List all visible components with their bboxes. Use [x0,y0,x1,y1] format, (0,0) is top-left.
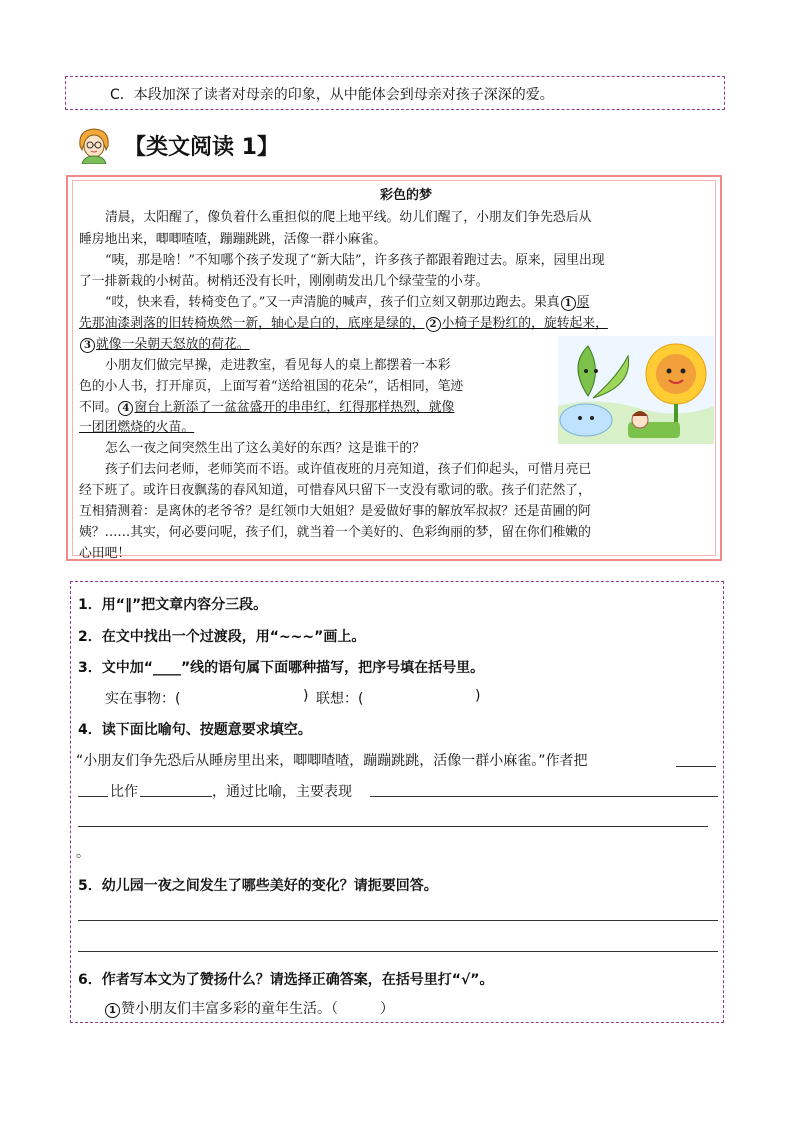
number-marker: 3 [80,338,95,353]
story-line: 清晨，太阳醒了，像负着什么重担似的爬上地平线。幼儿们醒了，小朋友们争先恐后从 [105,210,592,225]
sunflower-illustration [558,336,714,444]
q3-assoc-label: 联想：( [316,691,364,707]
answer-line[interactable] [140,796,212,797]
question-3: 3．文中加“____”线的语句属下面哪种描写，把序号填在括号里。 [78,660,485,676]
q4-end: 。 [76,845,90,861]
teacher-avatar-icon [74,124,116,164]
story-line: 色的小人书，打开扉页，上面写着“送给祖国的花朵”，话相同，笔迹 [79,379,464,394]
story-line: 心田吧！ [79,546,131,561]
story-line: 怎么一夜之间突然生出了这么美好的东西？这是谁干的？ [105,441,425,456]
number-marker: 4 [118,401,133,416]
story-line: 不同。 4 窗台上新添了一盆盆盛开的串串红，红得那样热烈，就像 [79,400,455,415]
number-marker: 2 [426,317,441,332]
story-line: 经下班了。或许日夜飘荡的春风知道，可惜春风只留下一支没有歌词的歌。孩子们茫然了， [79,483,591,498]
q3-assoc-close: ) [475,688,481,704]
question-4: 4．读下面比喻句、按题意要求填空。 [78,722,312,738]
option-number-marker: 1 [105,1003,120,1018]
q3-real-label: 实在事物：( [105,691,181,707]
question-1: 1．用“‖”把文章内容分三段。 [78,597,268,613]
option-c-text: C．本段加深了读者对母亲的印象，从中能体会到母亲对孩子深深的爱。 [110,87,554,103]
section-heading: 【类文阅读 1】 [124,135,279,160]
q3-real-close: ) [303,688,309,704]
story-line: 小朋友们做完早操，走进教室，看见每人的桌上都摆着一本彩 [105,358,451,373]
story-line: 一团团燃烧的火苗。 [79,420,195,435]
story-line: 3 就像一朵朝天怒放的荷花。 [79,333,250,353]
answer-line[interactable] [78,826,708,827]
answer-line[interactable] [78,796,108,797]
answer-line[interactable] [370,796,718,797]
answer-line[interactable] [78,951,718,952]
question-6: 6．作者写本文为了赞扬什么？请选择正确答案，在括号里打“√”。 [78,972,494,988]
story-line: “咦，那是啥！”不知哪个孩子发现了“新大陆”，许多孩子都跟着跑过去。原来，园里出现 [105,253,605,268]
question-5: 5．幼儿园一夜之间发生了哪些美好的变化？请扼要回答。 [78,878,438,894]
q6-option: 1 赞小朋友们丰富多彩的童年生活。（ ） [104,998,394,1018]
story-line: 睡房地出来，唧唧喳喳，蹦蹦跳跳，活像一群小麻雀。 [79,232,387,247]
q4-bi-label: 比作 [110,784,138,800]
story-line: 了一排新栽的小树苗。树梢还没有长叶，刚刚萌发出几个绿莹莹的小芽。 [79,274,489,289]
story-line: “哎，快来看，转椅变色了。”又一声清脆的喊声，孩子们立刻又朝那边跑去。果真 1 原 [105,295,590,310]
story-title: 彩色的梦 [380,188,433,203]
question-2: 2．在文中找出一个过渡段，用“~~~”画上。 [78,629,366,645]
q4-quote: “小朋友们争先恐后从睡房里出来，唧唧喳喳，蹦蹦跳跳，活像一群小麻雀。”作者把 [76,753,588,769]
story-line: 先那油漆剥落的旧转椅焕然一新，轴心是白的，底座是绿的， 2 小椅子是粉红的，旋转起来， [79,316,608,331]
questions-frame [70,581,724,1023]
story-line: 孩子们去问老师，老师笑而不语。或许值夜班的月亮知道，孩子们仰起头，可惜月亮已 [105,462,592,477]
story-line: 互相猜测着：是离休的老爷爷？是红领巾大姐姐？是爱做好事的解放军叔叔？还是苗圃的阿 [79,504,591,519]
q4-show-label: ，通过比喻，主要表现 [212,784,352,800]
number-marker: 1 [561,296,576,311]
story-line: 姨？……其实，何必要问呢，孩子们，就当着一个美好的、色彩绚丽的梦，留在你们稚嫩的 [79,525,591,540]
answer-line[interactable] [78,920,718,921]
answer-line[interactable] [676,766,716,767]
